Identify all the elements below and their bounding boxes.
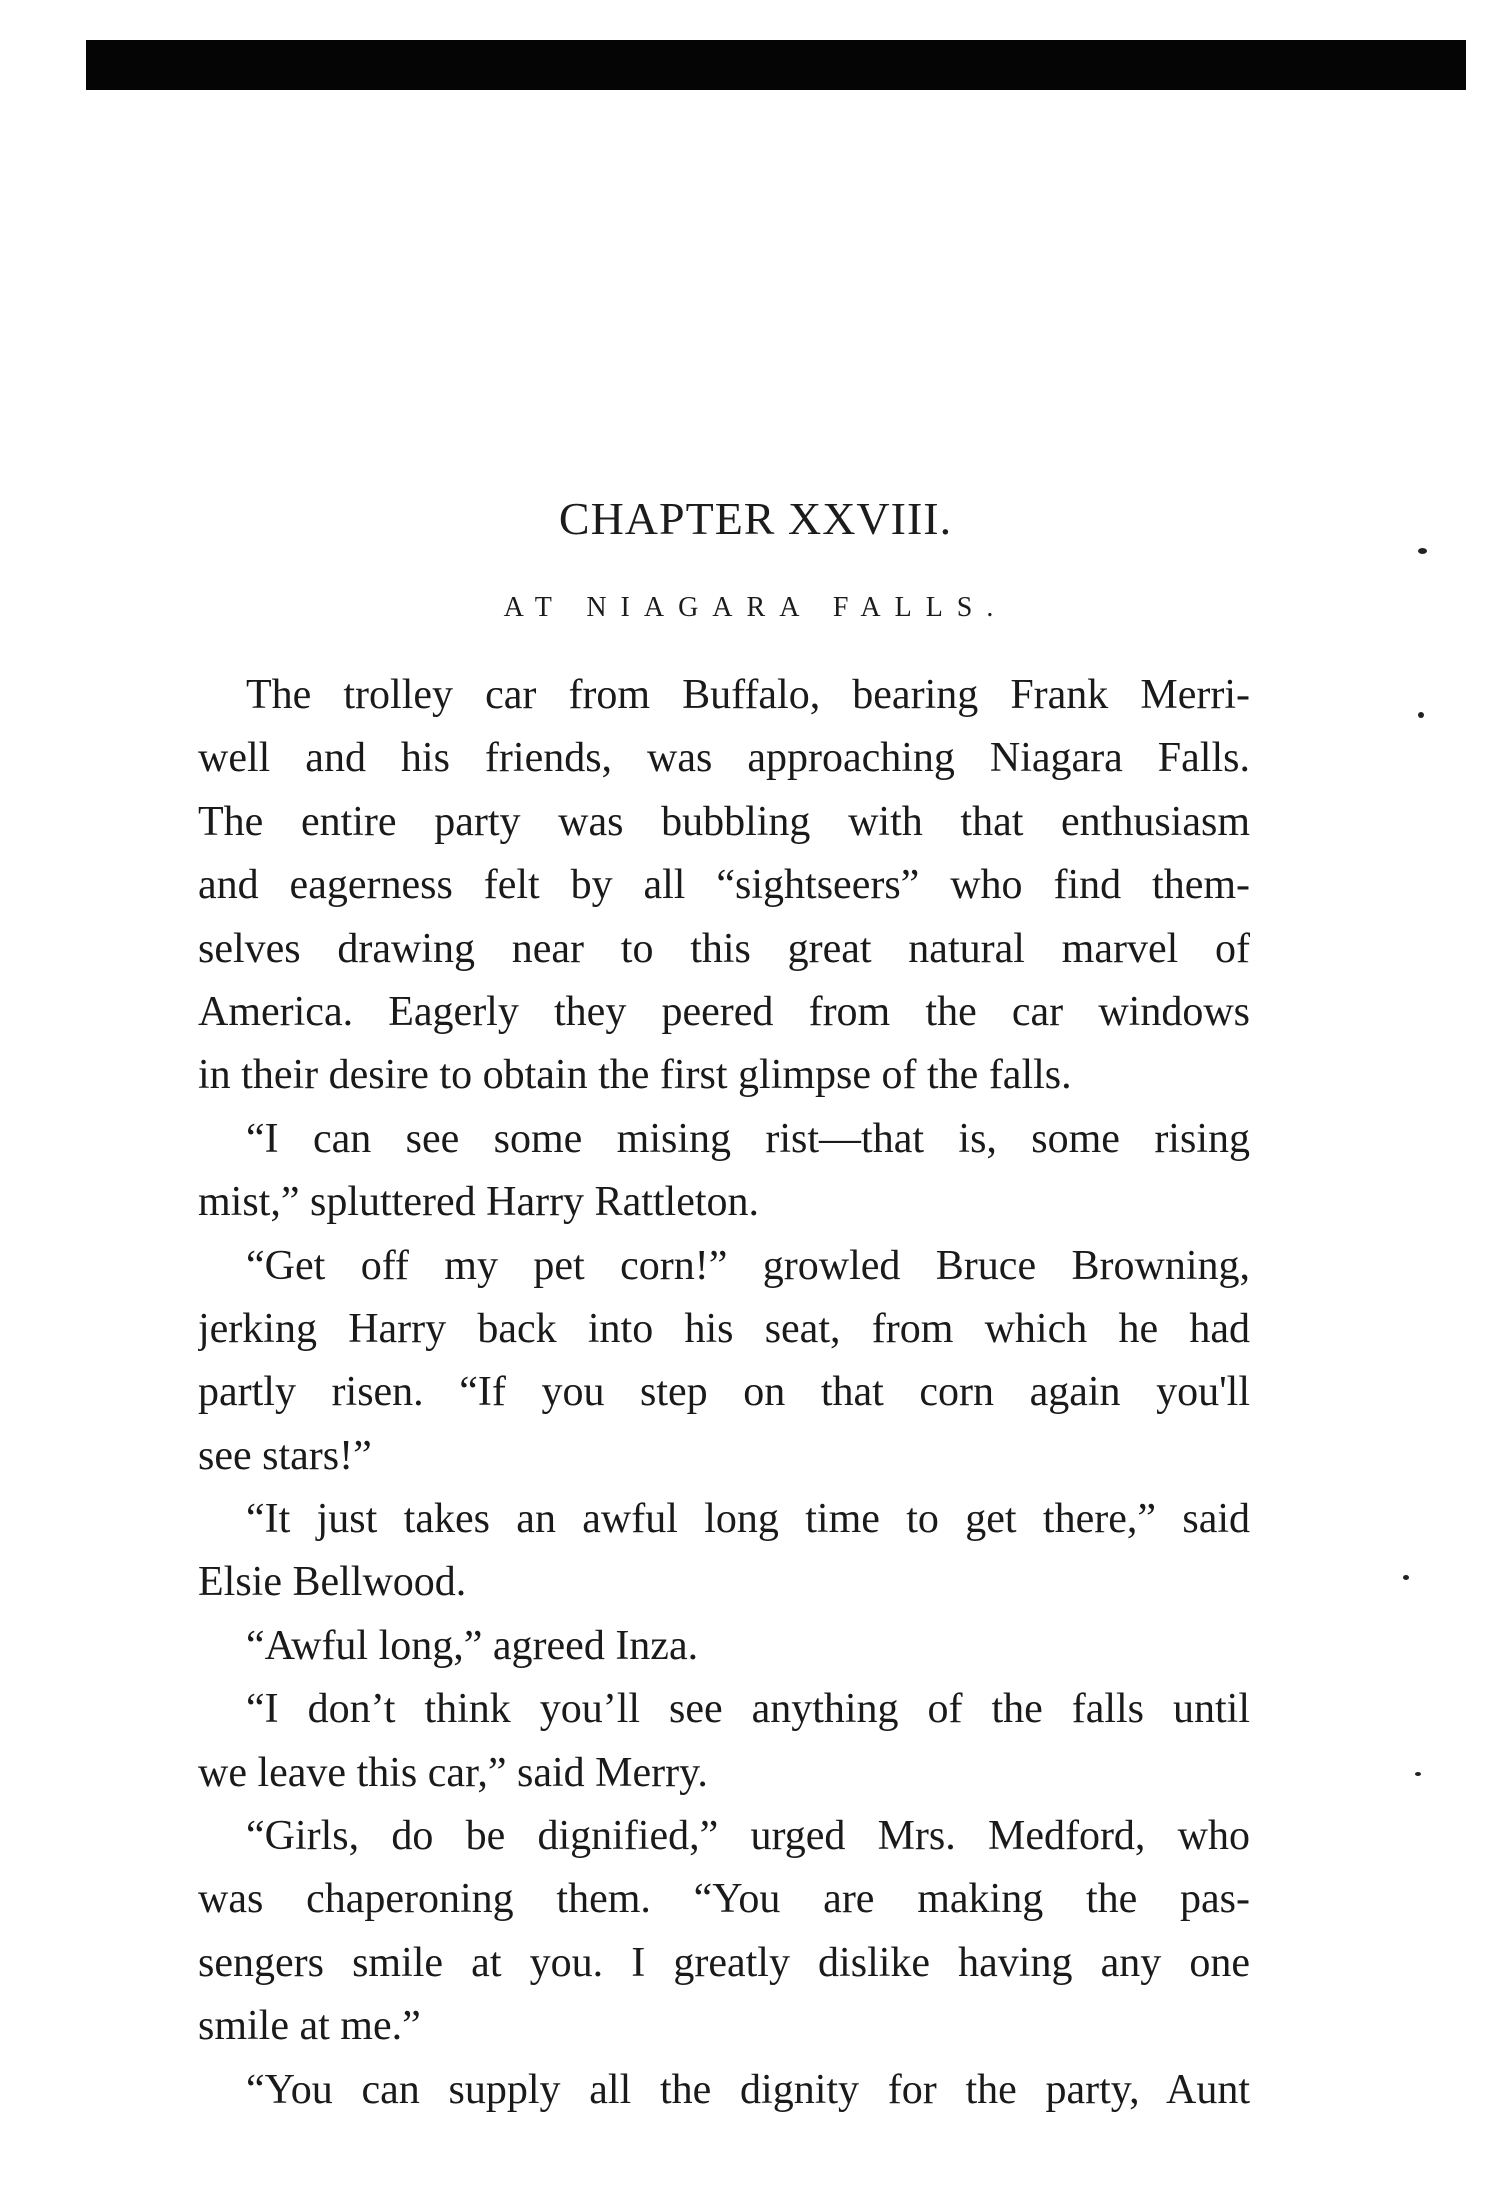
- text-line: The entire party was bubbling with that enthusiasm: [198, 798, 1250, 845]
- text-line: well and his friends, was approaching Niagara Falls.: [198, 735, 1250, 782]
- text-line: Elsie Bellwood.: [198, 1559, 467, 1606]
- text-line: and eagerness felt by all “sightseers” who find them-: [198, 862, 1250, 909]
- text-line: was chaperoning them. “You are making the pas-: [198, 1876, 1250, 1923]
- text-line: we leave this car,” said Merry.: [198, 1749, 708, 1796]
- body-text: [198, 664, 1250, 2122]
- text-line: see stars!”: [198, 1432, 372, 1479]
- text-line: “You can supply all the dignity for the party, Aunt: [246, 2066, 1250, 2113]
- text-line: “It just takes an awful long time to get there,” said: [246, 1496, 1250, 1543]
- scan-speck: [1418, 712, 1424, 718]
- chapter-title: AT NIAGARA FALLS.: [503, 592, 1008, 623]
- text-line: mist,” spluttered Harry Rattleton.: [198, 1179, 760, 1226]
- text-line: sengers smile at you. I greatly dislike having any one: [198, 1939, 1250, 1986]
- top-black-bar: [86, 40, 1466, 90]
- chapter-heading: CHAPTER XXVIII.: [558, 493, 953, 544]
- text-line: smile at me.”: [198, 2003, 421, 2050]
- text-line: jerking Harry back into his seat, from which he had: [198, 1305, 1250, 1352]
- text-line: in their desire to obtain the first glimpse of the falls.: [198, 1052, 1072, 1099]
- text-line: “Get off my pet corn!” growled Bruce Browning,: [246, 1242, 1250, 1289]
- text-line: The trolley car from Buffalo, bearing Frank Merri-: [246, 672, 1250, 718]
- text-line: “I don’t think you’ll see anything of the falls until: [246, 1686, 1250, 1733]
- text-line: America. Eagerly they peered from the car windows: [198, 988, 1250, 1035]
- text-line: “Girls, do be dignified,” urged Mrs. Medford, who: [246, 1813, 1250, 1860]
- text-line: “Awful long,” agreed Inza.: [246, 1622, 699, 1669]
- text-line: “I can see some mising rist—that is, some rising: [246, 1115, 1250, 1162]
- scan-speck: [1418, 548, 1427, 554]
- text-line: partly risen. “If you step on that corn again you'll: [198, 1369, 1250, 1416]
- scan-speck: [1415, 1772, 1421, 1776]
- scan-speck: [1403, 1575, 1409, 1580]
- text-line: selves drawing near to this great natural marvel of: [198, 925, 1250, 972]
